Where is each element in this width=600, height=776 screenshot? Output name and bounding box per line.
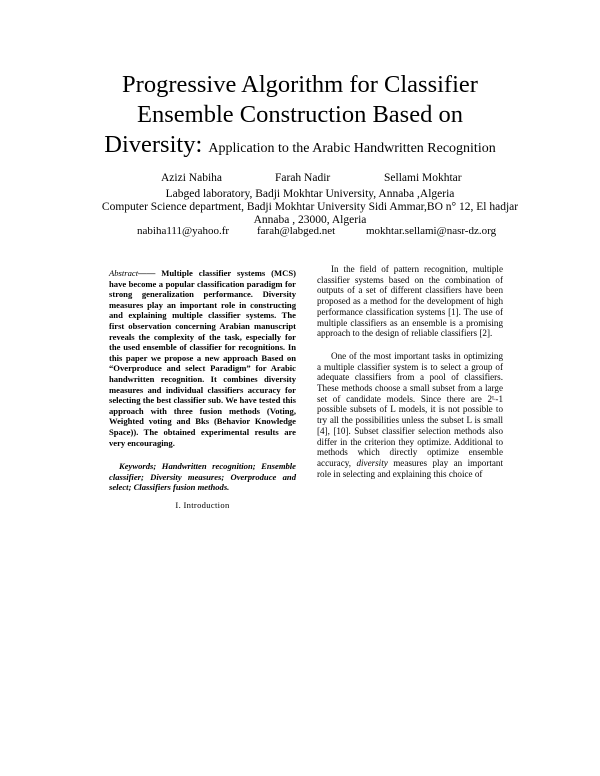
right-column <box>317 264 503 491</box>
title-line-1: Progressive Algorithm for Classifier <box>122 71 478 98</box>
intro-paragraph-2-text: One of the most important tasks in optimizing a multiple classifier system is to select a group of adequate classifiers from a pool of classifiers. These methods choose a small subset from a large set of candidate models. Since there are 2ᴸ-1 possible subsets of L models, it is not possible to try all the possibilities unless the subset L is small [4], [10]. Subset classifier selection methods also differ in the criterion they optimize. Additional to methods which directly optimize ensemble accuracy, <box>317 350 503 468</box>
affiliation-line-3: Annaba , 23000, Algeria <box>253 214 367 226</box>
abstract-label: Abstract <box>109 268 139 278</box>
abstract-dash: —— <box>138 268 156 278</box>
email-2: farah@labged.net <box>257 225 336 237</box>
affiliation-line-1: Labged laboratory, Badji Mokhtar University, Annaba ,Algeria <box>165 188 455 200</box>
email-1: nabiha111@yahoo.fr <box>137 225 230 237</box>
intro-paragraph-2 <box>317 351 503 479</box>
abstract-text: Multiple classifier systems (MCS) have become a popular classification paradigm for strong generalization performance. Diversity measures play an important role in constructing and explaining multiple classifier systems. The first observation concerning Arabian manuscript reveals the complexity of the task, especially for the used ensemble of classifier for recognitions. In this paper we propose a new approach Based on “Overproduce and select Paradigm” for Arabic handwritten recognition. It combines diversity measures and individual classifiers accuracy for selecting the best classifier sub. We have tested this approach with three fusion methods (Voting, Weighted voting and Bks (Behavior Knowledge Space)). The obtained experimental results are very encouraging. <box>109 268 296 448</box>
author-1: Azizi Nabiha <box>161 172 222 184</box>
section-heading-introduction: I. Introduction <box>175 499 230 510</box>
left-column <box>109 268 296 510</box>
intro-paragraph-2-tail: measures play an important role in selecting and explaining this choice of <box>317 457 503 479</box>
title-line-2: Ensemble Construction Based on <box>137 101 463 128</box>
intro-paragraph-1: In the field of pattern recognition, multiple classifier systems based on the combination of outputs of a set of different classifiers have been proposed as a method for the development of high performance classification systems [1]. The use of multiple classifiers as an ensemble is a promising approach to the design of reliable classifiers [2]. <box>317 264 503 339</box>
title-line-3 <box>60 130 540 164</box>
intro-diversity-word: diversity <box>356 457 388 468</box>
title-subtitle: Application to the Arabic Handwritten Recognition <box>208 141 496 156</box>
title-diversity: Diversity: <box>104 131 203 158</box>
paper-title <box>60 70 540 164</box>
author-3: Sellami Mokhtar <box>384 172 462 184</box>
author-list <box>0 172 600 188</box>
author-2: Farah Nadir <box>275 172 331 184</box>
abstract <box>109 268 296 448</box>
email-3: mokhtar.sellami@nasr-dz.org <box>366 225 497 237</box>
author-emails <box>0 225 600 239</box>
affiliation-line-2: Computer Science department, Badji Mokhtar University Sidi Ammar,BO n° 12, El hadjar <box>101 201 519 213</box>
keywords: Keywords; Handwritten recognition; Ensemble classifier; Diversity measures; Overproduce and select; Classifiers fusion methods. <box>109 461 296 493</box>
